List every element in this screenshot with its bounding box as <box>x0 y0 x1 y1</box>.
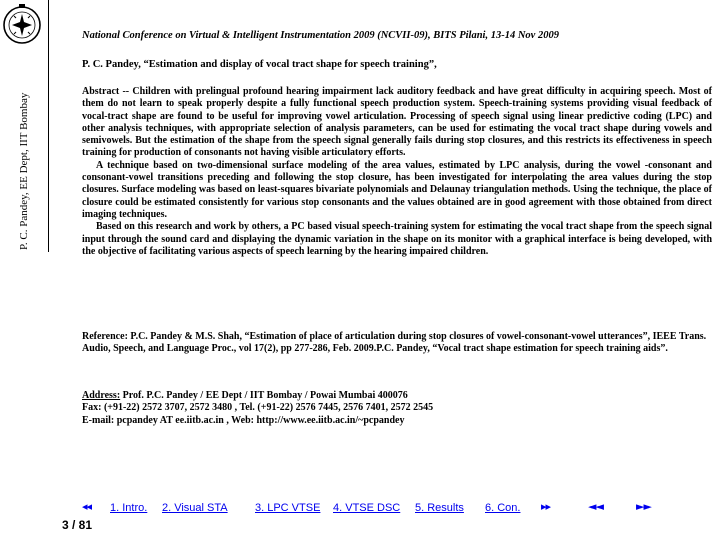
nav-forward-icon[interactable]: ►► <box>636 500 651 513</box>
abstract-paragraph-1: Abstract -- Children with prelingual profound hearing impairment lack auditory feedback and have great difficulty in acquiring speech. Most of them do not learn to speak properly despite a fully functional speech production system. Speech-training systems providing visual feedback of vocal-tract shape are found to be useful for improving vowel articulation. Processing of speech signal using linear predictive coding (LPC) and other analysis techniques, with appropriate selection of analysis parameters, can be used for estimating the vocal tract shape during vowels and semivowels. But the estimation of the shape from the speech signal generally fails during stop closures, and this restricts its effectiveness in speech training for production of consonants not having visible articulatory efforts. <box>82 86 712 159</box>
sidebar-divider <box>48 0 49 252</box>
address-block <box>82 390 712 427</box>
nav-link-results[interactable]: 5. Results <box>415 502 464 514</box>
address-line-2: Fax: (+91-22) 2572 3707, 2572 3480 , Tel. (+91-22) 2576 7445, 2576 7401, 2572 2545 <box>82 402 434 414</box>
paper-citation: P. C. Pandey, “Estimation and display of vocal tract shape for speech training”, <box>82 59 437 70</box>
nav-link-vtse-dsc[interactable]: 4. VTSE DSC <box>333 502 401 514</box>
abstract-paragraph-2: A technique based on two-dimensional surface modeling of the area values, estimated by LPC analysis, during the vowel -consonant and consonant-vowel transitions preceding and following the stop closure, has been investigated for interpolating the area values during the stop closures. Surface modeling was based on least-squares bivariate polynomials and Delaunay triangulation methods. Using the technique, the place of closure could be estimated consistently for various stop consonants and the values obtained are in good agreement with those obtained from direct imaging techniques. <box>82 159 712 220</box>
nav-link-lpc-vtse[interactable]: 3. LPC VTSE <box>255 502 321 514</box>
nav-back-icon[interactable]: ◄◄ <box>588 500 603 513</box>
address-line-3: E-mail: pcpandey AT ee.iitb.ac.in , Web: http://www.ee.iitb.ac.in/~pcpandey <box>82 414 405 426</box>
abstract-block <box>82 86 712 258</box>
nav-link-con[interactable]: 6. Con. <box>485 502 521 514</box>
conference-header: National Conference on Virtual & Intelligent Instrumentation 2009 (NCVII-09), BITS Pilani, 13-14 Nov 2009 <box>82 30 559 41</box>
sidebar-author-text: P. C. Pandey, EE Dept, IIT Bombay <box>18 92 30 250</box>
nav-link-intro[interactable]: 1. Intro. <box>110 502 148 514</box>
abstract-paragraph-3: Based on this research and work by others, a PC based visual speech-training system for estimating the vocal tract shape from the speech signal input through the sound card and displaying the dynamic variation in the shape on its monitor with a graphical interface is being developed, with the objective of facilitating various aspects of speech learning by the hearing impaired children. <box>82 221 712 257</box>
reference-block: Reference: P.C. Pandey & M.S. Shah, “Estimation of place of articulation during stop closures of vowel-consonant-vowel utterances”, IEEE Trans. Audio, Speech, and Language Proc., vol 17(2), pp 277-286, Feb. 2009.P.C. Pandey, “Vocal tract shape estimation for speech training aids”. <box>82 331 707 355</box>
nav-next-section-icon[interactable]: ▸▸ <box>541 500 551 513</box>
nav-link-visual-sta[interactable]: 2. Visual STA <box>162 502 228 514</box>
page-number: 3 / 81 <box>62 518 93 532</box>
address-label: Address: <box>82 390 121 401</box>
address-line-1: Prof. P.C. Pandey / EE Dept / IIT Bombay / Powai Mumbai 400076 <box>122 390 408 401</box>
nav-prev-section-icon[interactable]: ◂◂ <box>82 500 92 513</box>
